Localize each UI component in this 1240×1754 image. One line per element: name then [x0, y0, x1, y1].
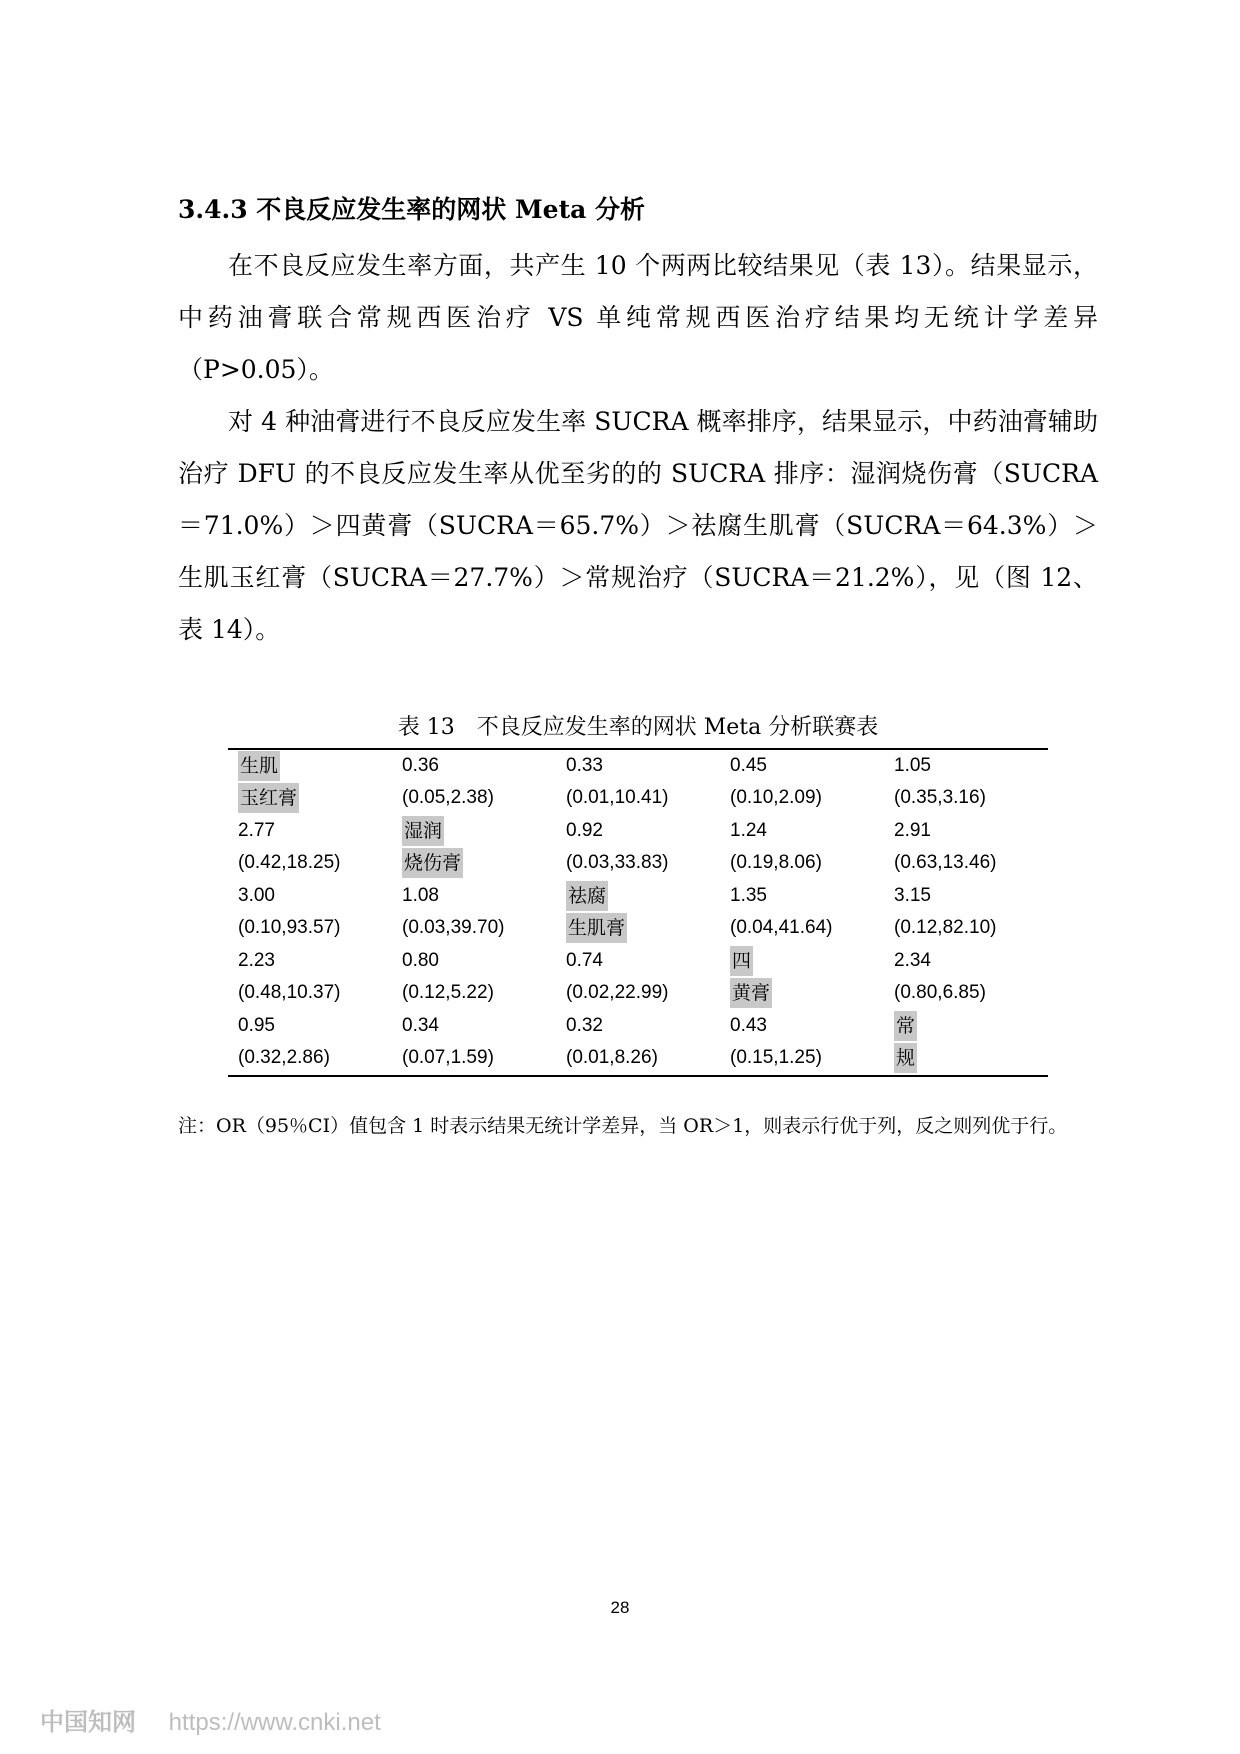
confidence-interval: (0.07,1.59): [402, 1047, 494, 1068]
odds-ratio-cell: [228, 815, 392, 880]
odds-ratio-cell: [392, 1010, 556, 1076]
confidence-interval: (0.03,33.83): [566, 852, 669, 873]
odds-ratio-value: 0.34: [402, 1015, 439, 1036]
confidence-interval: (0.10,93.57): [238, 917, 341, 938]
odds-ratio-value: 2.91: [894, 820, 931, 841]
diagonal-treatment-cell: [228, 749, 392, 815]
odds-ratio-cell: [392, 945, 556, 1010]
odds-ratio-value: 2.34: [894, 950, 931, 971]
odds-ratio-cell: [392, 749, 556, 815]
confidence-interval: (0.01,8.26): [566, 1047, 658, 1068]
odds-ratio-cell: [556, 1010, 720, 1076]
diagonal-treatment-cell: [884, 1010, 1048, 1076]
confidence-interval: (0.19,8.06): [730, 852, 822, 873]
confidence-interval: (0.03,39.70): [402, 917, 505, 938]
treatment-name-line1: 祛腐: [566, 881, 608, 911]
confidence-interval: (0.05,2.38): [402, 787, 494, 808]
odds-ratio-cell: [556, 815, 720, 880]
odds-ratio-value: 0.36: [402, 755, 439, 776]
odds-ratio-value: 0.43: [730, 1015, 767, 1036]
table-row: [228, 880, 1048, 945]
watermark: [40, 1702, 381, 1737]
odds-ratio-value: 0.95: [238, 1015, 275, 1036]
watermark-brand: 中国知网: [40, 1709, 136, 1736]
diagonal-treatment-cell: [556, 880, 720, 945]
confidence-interval: (0.15,1.25): [730, 1047, 822, 1068]
treatment-name-line1: 常: [894, 1011, 917, 1041]
section-heading: 3.4.3 不良反应发生率的网状 Meta 分析: [178, 195, 646, 224]
treatment-name-line1: 湿润: [402, 816, 444, 846]
confidence-interval: (0.35,3.16): [894, 787, 986, 808]
body-text: [178, 240, 1098, 656]
odds-ratio-cell: [556, 945, 720, 1010]
treatment-name-line2: 烧伤膏: [402, 848, 463, 878]
odds-ratio-value: 0.32: [566, 1015, 603, 1036]
league-table-body: [228, 749, 1048, 1076]
odds-ratio-value: 1.08: [402, 885, 439, 906]
confidence-interval: (0.80,6.85): [894, 982, 986, 1003]
odds-ratio-cell: [884, 815, 1048, 880]
confidence-interval: (0.42,18.25): [238, 852, 341, 873]
league-table: [228, 748, 1048, 1077]
odds-ratio-value: 1.05: [894, 755, 931, 776]
treatment-name-line1: 四: [730, 946, 753, 976]
odds-ratio-value: 2.77: [238, 820, 275, 841]
treatment-name-line1: 生肌: [238, 751, 280, 781]
odds-ratio-cell: [228, 880, 392, 945]
odds-ratio-value: 2.23: [238, 950, 275, 971]
odds-ratio-value: 3.15: [894, 885, 931, 906]
odds-ratio-cell: [556, 749, 720, 815]
table-row: [228, 945, 1048, 1010]
odds-ratio-value: 1.35: [730, 885, 767, 906]
confidence-interval: (0.12,82.10): [894, 917, 997, 938]
confidence-interval: (0.02,22.99): [566, 982, 669, 1003]
diagonal-treatment-cell: [720, 945, 884, 1010]
confidence-interval: (0.12,5.22): [402, 982, 494, 1003]
confidence-interval: (0.01,10.41): [566, 787, 669, 808]
odds-ratio-cell: [720, 749, 884, 815]
table-row: [228, 749, 1048, 815]
odds-ratio-cell: [228, 945, 392, 1010]
table-row: [228, 1010, 1048, 1076]
confidence-interval: (0.04,41.64): [730, 917, 833, 938]
table-row: [228, 815, 1048, 880]
treatment-name-line2: 规: [894, 1043, 917, 1073]
odds-ratio-cell: [392, 880, 556, 945]
odds-ratio-value: 3.00: [238, 885, 275, 906]
odds-ratio-value: 0.45: [730, 755, 767, 776]
treatment-name-line2: 生肌膏: [566, 913, 627, 943]
odds-ratio-value: 0.33: [566, 755, 603, 776]
odds-ratio-value: 1.24: [730, 820, 767, 841]
odds-ratio-cell: [884, 945, 1048, 1010]
paragraph-sucra: 对 4 种油膏进行不良反应发生率 SUCRA 概率排序，结果显示，中药油膏辅助治疗 DFU 的不良反应发生率从优至劣的的 SUCRA 排序：湿润烧伤膏（SUCRA＝71.0%）＞四黄膏（SUCRA＝65.7%）＞祛腐生肌膏（SUCRA＝64.3%）＞生肌玉红膏（SUCRA＝27.7%）＞常规治疗（SUCRA＝21.2%），见（图 12、表 14）。: [178, 407, 1098, 644]
odds-ratio-cell: [884, 880, 1048, 945]
odds-ratio-cell: [720, 1010, 884, 1076]
confidence-interval: (0.63,13.46): [894, 852, 997, 873]
confidence-interval: (0.48,10.37): [238, 982, 341, 1003]
odds-ratio-value: 0.92: [566, 820, 603, 841]
page-number: 28: [610, 1598, 630, 1617]
paragraph-results: 在不良反应发生率方面，共产生 10 个两两比较结果见（表 13）。结果显示，中药油膏联合常规西医治疗 VS 单纯常规西医治疗结果均无统计学差异（P>0.05）。: [178, 251, 1098, 384]
odds-ratio-cell: [884, 749, 1048, 815]
confidence-interval: (0.10,2.09): [730, 787, 822, 808]
odds-ratio-cell: [720, 880, 884, 945]
odds-ratio-value: 0.74: [566, 950, 603, 971]
diagonal-treatment-cell: [392, 815, 556, 880]
treatment-name-line2: 玉红膏: [238, 783, 299, 813]
confidence-interval: (0.32,2.86): [238, 1047, 330, 1068]
odds-ratio-cell: [228, 1010, 392, 1076]
table-note: 注：OR（95％CI）值包含 1 时表示结果无统计学差异，当 OR＞1，则表示行优于列，反之则列优于行。: [178, 1115, 1068, 1137]
table-caption: 表 13 不良反应发生率的网状 Meta 分析联赛表: [397, 715, 879, 740]
treatment-name-line2: 黄膏: [730, 978, 772, 1008]
odds-ratio-cell: [720, 815, 884, 880]
watermark-url: https://www.cnki.net: [168, 1709, 381, 1736]
odds-ratio-value: 0.80: [402, 950, 439, 971]
